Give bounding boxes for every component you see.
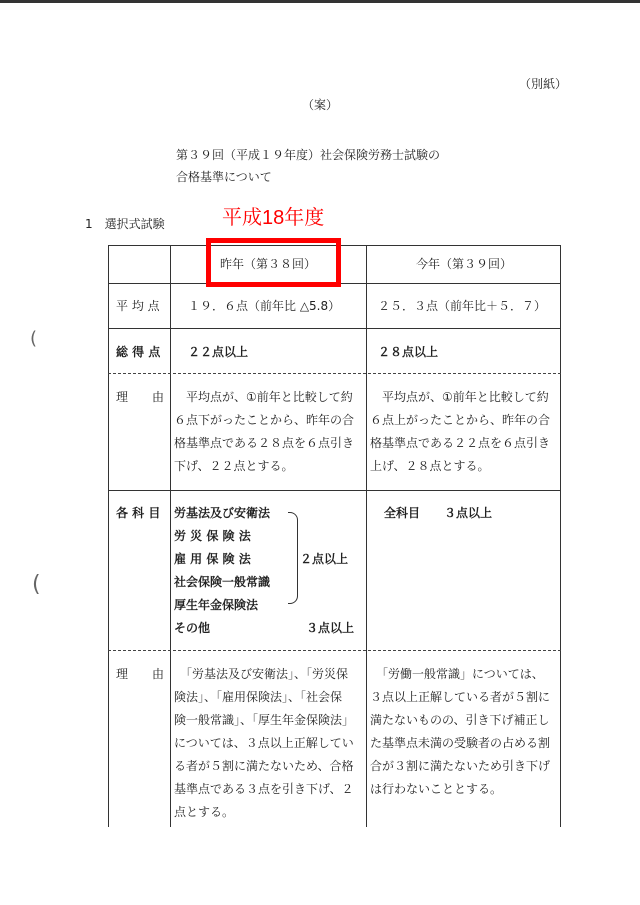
punch-hole-mark: ( (30, 328, 38, 349)
total-reason-last: 平均点が、①前年と比較して約 ６点下がったことから、昨年の合 格基準点である２８点を６点引き 下げ、２２点とする。 (174, 390, 355, 473)
draft-label: （案） (302, 98, 339, 112)
row-label-subjects: 各 科 目 (116, 506, 161, 520)
annotation-text: 平成18年度 (222, 207, 325, 229)
subjects-last-list: 労基法及び安衛法 労 災 保 険 法 雇 用 保 険 法 社会保険一般常識 厚生年金保険法 その他 (174, 502, 270, 640)
average-last: １９．６点（前年比 △5.8） (188, 299, 341, 313)
highlight-box (206, 238, 341, 287)
title-line-1: 第３９回（平成１９年度）社会保険労務士試験の (176, 148, 441, 162)
column-header-last-year: 昨年（第３８回） (220, 257, 317, 271)
title-line-2: 合格基準について (176, 170, 272, 184)
row-label-average: 平 均 点 (116, 299, 160, 313)
subjects-reason-last: 「労基法及び安衛法」、「労災保 険法」、「雇用保険法」、「社会保 険一般常識」、「厚生年金保険法」 については、３点以上正解してい る者が５割に満たないため、合格 基準点である３点を引き下げ、２ 点とする。 (174, 667, 355, 819)
attachment-label: （別紙） (519, 77, 568, 91)
average-this: ２５．３点（前年比＋５．７） (378, 299, 547, 313)
subjects-reason-this: 「労働一般常識」については、 ３点以上正解している者が５割に 満たないものの、引き下げ補正し た基準点未満の受験者の占める割 合が３割に満たないため引き下げ は行わないこととする。 (370, 667, 551, 796)
subjects-this: 全科目 ３点以上 (384, 506, 493, 520)
total-this: ２８点以上 (378, 345, 439, 359)
section-heading: 1 選択式試験 (85, 217, 165, 231)
row-label-subjects-reason: 理 由 (116, 667, 165, 681)
total-reason-this: 平均点が、①前年と比較して約 ６点上がったことから、昨年の合 格基準点である２２点を６点引き 上げ、２８点とする。 (370, 390, 551, 473)
column-header-this-year: 今年（第３９回） (416, 257, 513, 271)
row-label-total-reason: 理 由 (116, 390, 165, 404)
grouping-brace (288, 512, 298, 604)
row-label-total: 総 得 点 (116, 345, 161, 359)
total-last: ２２点以上 (188, 345, 249, 359)
other-threshold: ３点以上 (306, 621, 355, 635)
group-threshold: ２点以上 (300, 552, 349, 566)
criteria-table (108, 245, 561, 827)
other-subject: その他 (174, 621, 211, 635)
scan-edge (0, 0, 640, 3)
punch-hole-mark: ( (32, 572, 41, 597)
